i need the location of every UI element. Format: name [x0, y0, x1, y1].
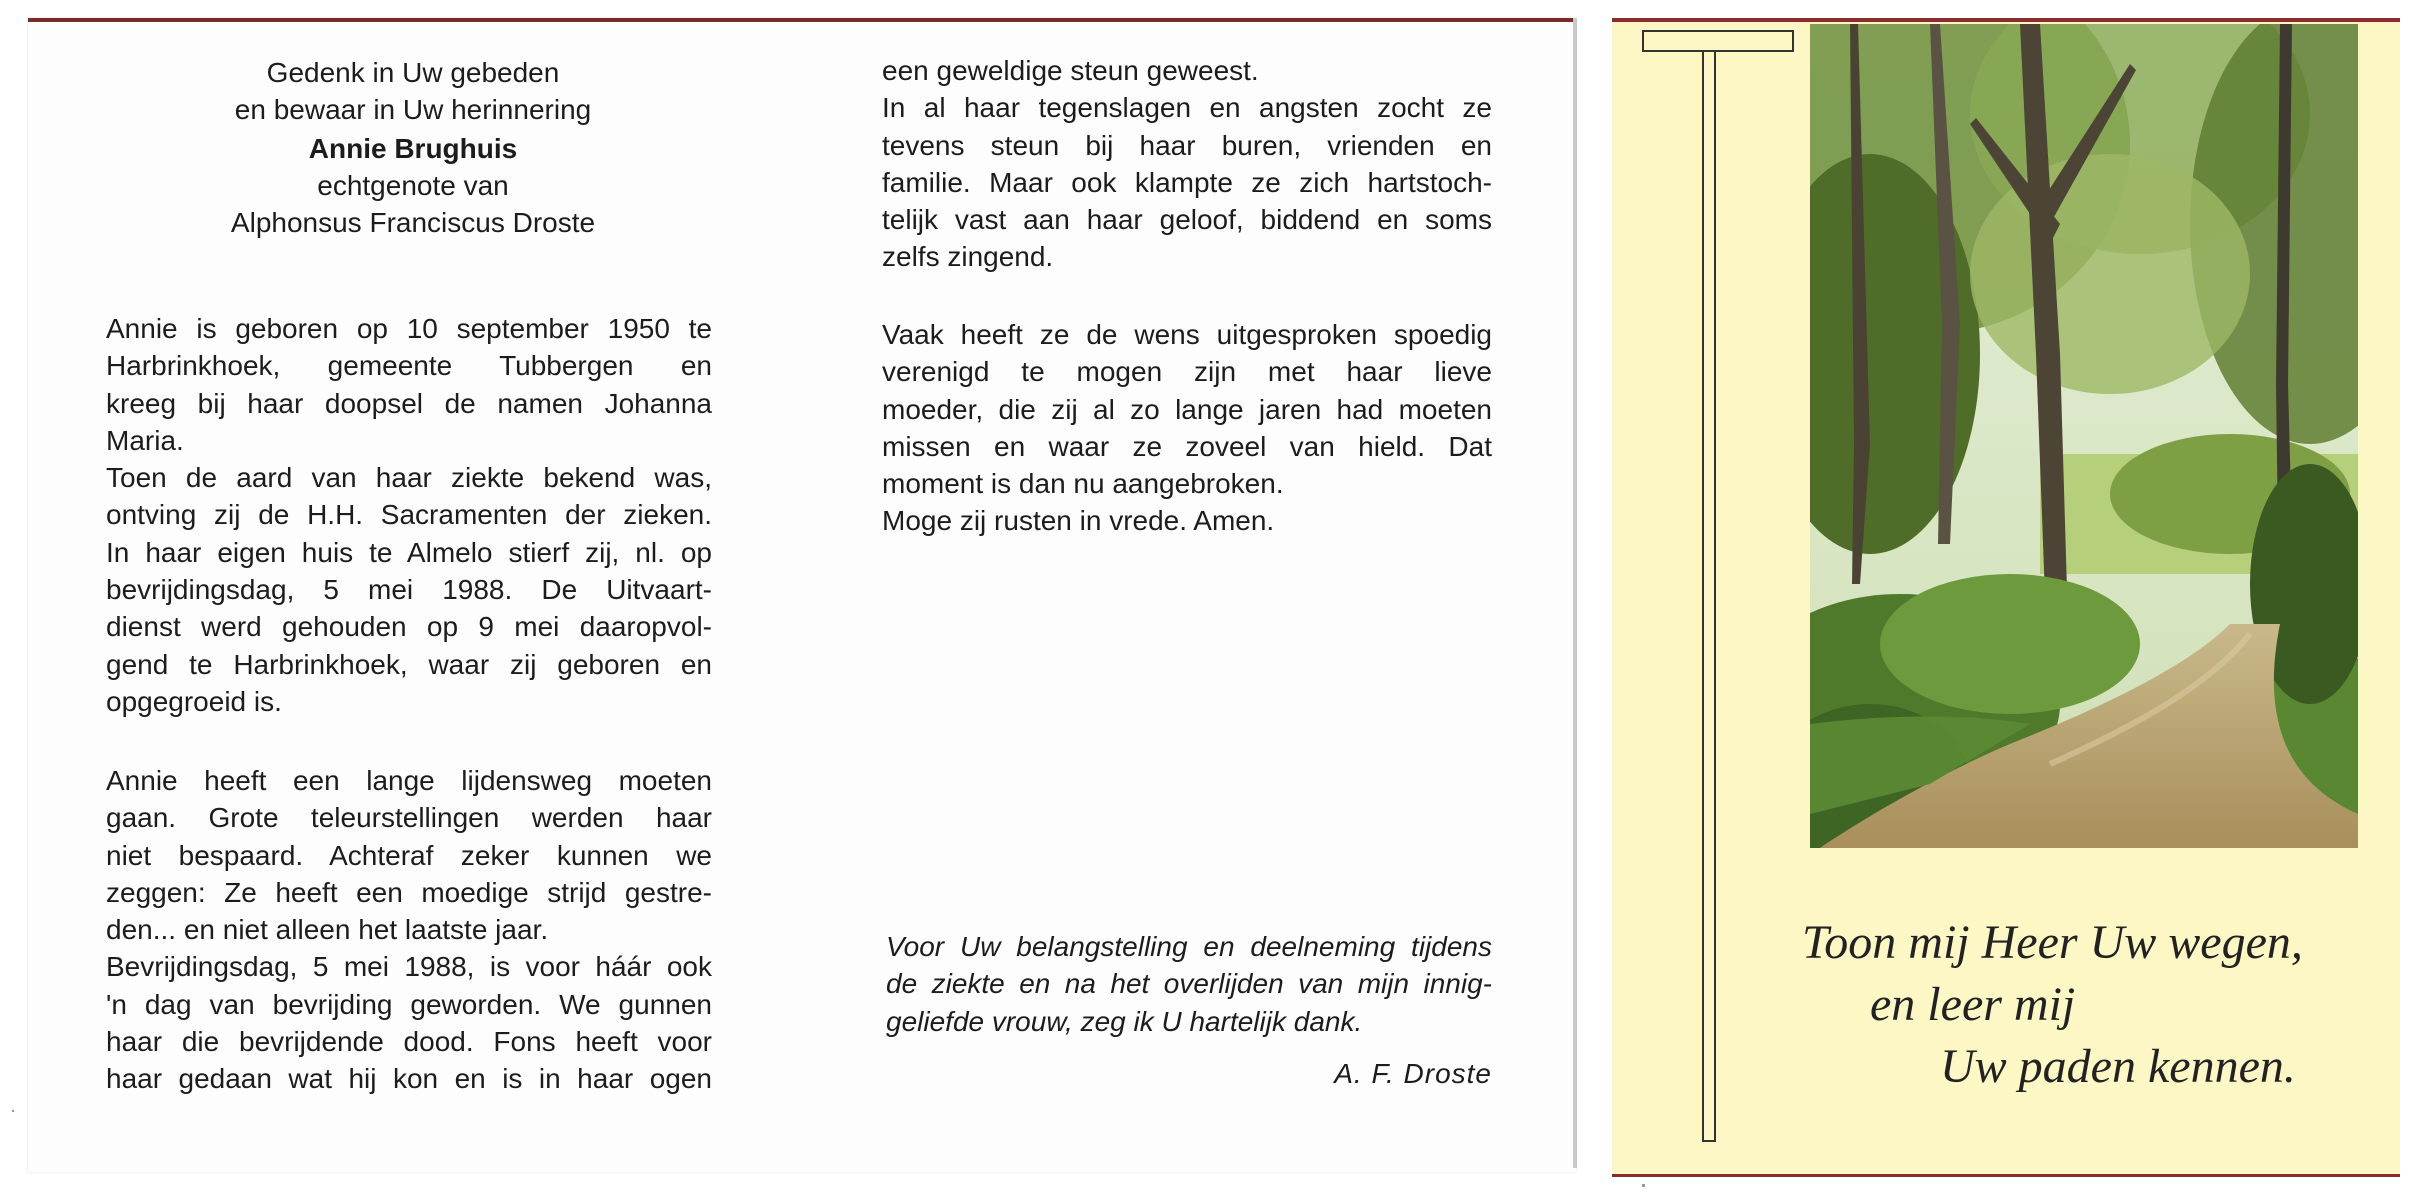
text-line: tevens steun bij haar buren, vrienden en: [882, 129, 1492, 161]
text-line: verenigd te mogen zijn met haar lieve: [882, 356, 1492, 388]
text-line: gend te Harbrinkhoek, waar zij geboren en: [106, 648, 712, 680]
cross-icon: [1702, 30, 1716, 1142]
cross-bar: [1642, 30, 1794, 52]
bible-verse: [1802, 912, 2372, 1098]
text-line: moeder, die zij al zo lange jaren had moeten: [882, 393, 1492, 425]
scan-speck: [12, 1110, 14, 1112]
thanks-note: [886, 928, 1492, 1040]
text-line: opgegroeid is.: [106, 685, 282, 717]
left-paragraph-1: [106, 310, 712, 720]
text-line: dienst werd gehouden op 9 mei daaropvol-: [106, 611, 712, 643]
text-line: missen en waar ze zoveel van hield. Dat: [882, 430, 1492, 462]
text-line: geliefde vrouw, zeg ik U hartelijk dank.: [886, 1005, 1363, 1037]
header-line-1: Gedenk in Uw gebeden: [266, 57, 560, 88]
deceased-name: Annie Brughuis: [308, 133, 518, 164]
scan-speck: [1642, 1184, 1645, 1187]
text-line: een geweldige steun geweest.: [882, 55, 1259, 86]
text-line: Moge zij rusten in vrede. Amen.: [882, 505, 1275, 537]
text-line: Maria.: [106, 424, 184, 456]
text-line: bevrijdingsdag, 5 mei 1988. De Uitvaart-: [106, 574, 712, 606]
text-line: gaan. Grote teleurstellingen werden haar: [106, 802, 712, 834]
text-line: Annie heeft een lange lijdensweg moeten: [106, 765, 712, 796]
text-line: 'n dag van bevrijding geworden. We gunnen: [106, 988, 712, 1020]
text-line: ontving zij de H.H. Sacramenten der zieken.: [106, 499, 712, 531]
text-line: Harbrinkhoek, gemeente Tubbergen en: [106, 350, 712, 382]
text-line: Vaak heeft ze de wens uitgesproken spoedig: [882, 319, 1492, 350]
left-paragraph-2: [106, 762, 712, 1098]
text-line: zelfs zingend.: [882, 241, 1054, 273]
text-line: In haar eigen huis te Almelo stierf zij, nl. op: [106, 536, 712, 568]
card-fold: [1573, 18, 1577, 1168]
spouse-name: Alphonsus Franciscus Droste: [230, 207, 596, 238]
text-line: niet bespaard. Achteraf zeker kunnen we: [106, 839, 712, 871]
middle-paragraph-1: [882, 52, 1492, 276]
text-line: In al haar tegenslagen en angsten zocht ze: [882, 92, 1492, 124]
text-line: Voor Uw belangstelling en deelneming tijdens: [886, 931, 1492, 962]
text-line: familie. Maar ook klampte ze zich hartstoch-: [882, 166, 1492, 198]
card-header: [148, 54, 678, 241]
text-line: de ziekte en na het overlijden van mijn innig-: [886, 968, 1492, 1000]
text-line: den... en niet alleen het laatste jaar.: [106, 914, 549, 946]
forest-path-photo: [1810, 24, 2358, 848]
signature: A. F. Droste: [1334, 1058, 1492, 1089]
text-line: moment is dan nu aangebroken.: [882, 468, 1284, 500]
header-line-2: en bewaar in Uw herinnering: [234, 94, 592, 125]
text-line: haar gedaan wat hij kon en is in haar ogen: [106, 1063, 712, 1095]
front-cover-panel: [1612, 18, 2400, 1177]
text-line: Annie is geboren op 10 september 1950 te: [106, 313, 712, 344]
text-line: kreeg bij haar doopsel de namen Johanna: [106, 387, 712, 419]
text-line: zeggen: Ze heeft een moedige strijd gestre-: [106, 876, 712, 908]
text-line: Toen de aard van haar ziekte bekend was,: [106, 462, 712, 494]
verse-line: Toon mij Heer Uw wegen,: [1802, 916, 2303, 969]
text-line: telijk vast aan haar geloof, biddend en soms: [882, 204, 1492, 236]
verse-line: Uw paden kennen.: [1940, 1040, 2296, 1093]
text-line: haar die bevrijdende dood. Fons heeft voor: [106, 1026, 712, 1058]
header-line-4: echtgenote van: [317, 170, 509, 201]
middle-paragraph-2: [882, 316, 1492, 540]
landscape-image: [1810, 24, 2358, 848]
text-line: Bevrijdingsdag, 5 mei 1988, is voor háár ook: [106, 951, 712, 983]
verse-line: en leer mij: [1870, 978, 2076, 1031]
